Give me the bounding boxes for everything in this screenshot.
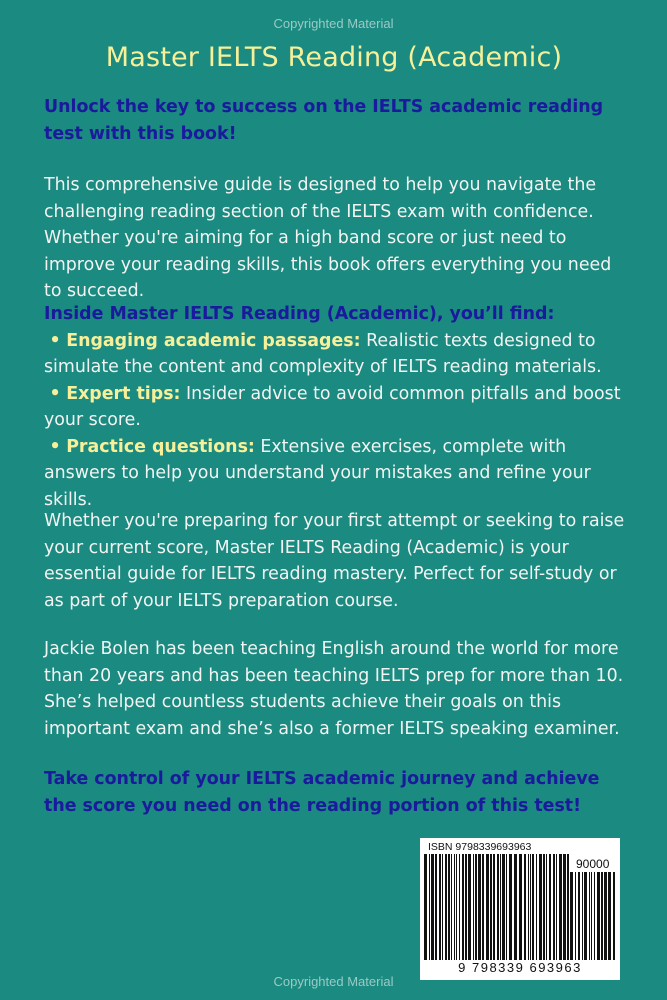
features-section xyxy=(44,301,629,513)
feature-item xyxy=(44,381,629,434)
summary-paragraph: Whether you're preparing for your first attempt or seeking to raise your current score, Master IELTS Reading (Academic) is your essential guide for IELTS reading mastery. Perfect for self-study or as part of your IELTS preparation course. xyxy=(44,511,625,611)
feature-text: Extensive exercises, complete with answers to help you understand your mistakes and refine your skills. xyxy=(44,436,591,510)
feature-item xyxy=(44,328,629,381)
feature-item xyxy=(44,434,629,514)
price-code: 90000 xyxy=(576,857,610,871)
author-bio: Jackie Bolen has been teaching English around the world for more than 20 years and has been teaching IELTS prep for more than 10. She’s helped countless students achieve their goals on this important exam and she’s also a former IELTS speaking examiner. xyxy=(44,639,624,739)
intro-text: Unlock the key to success on the IELTS academic reading test with this book! xyxy=(44,97,604,144)
feature-label: Engaging academic passages: xyxy=(66,330,361,351)
closing-text: Take control of your IELTS academic journey and achieve the score you need on the reading portion of this test! xyxy=(44,769,600,816)
feature-label: Expert tips: xyxy=(66,383,181,404)
bullet-icon: • xyxy=(49,436,61,457)
watermark-top: Copyrighted Material xyxy=(273,16,394,31)
features-list xyxy=(44,328,629,514)
watermark-bottom: Copyrighted Material xyxy=(273,974,394,989)
isbn-digits: 9 798339 693963 xyxy=(458,960,582,975)
barcode-bars xyxy=(424,854,570,960)
isbn-label: ISBN 9798339693963 xyxy=(428,841,532,853)
description-paragraph: This comprehensive guide is designed to help you navigate the challenging reading section of the IELTS exam with confidence. Whether you're aiming for a high band score or just need to improve your reading skills, this book offers everything you need to succeed. xyxy=(44,175,612,301)
isbn-barcode xyxy=(420,838,620,980)
features-heading: Inside Master IELTS Reading (Academic), you’ll find: xyxy=(44,304,555,324)
feature-text: Realistic texts designed to simulate the content and complexity of IELTS reading materials. xyxy=(44,330,602,377)
feature-label: Practice questions: xyxy=(66,436,255,457)
bullet-icon: • xyxy=(49,330,61,351)
price-barcode-bars xyxy=(570,872,616,960)
page-title: Master IELTS Reading (Academic) xyxy=(105,42,563,73)
bullet-icon: • xyxy=(49,383,61,404)
feature-text: Insider advice to avoid common pitfalls and boost your score. xyxy=(44,383,621,430)
